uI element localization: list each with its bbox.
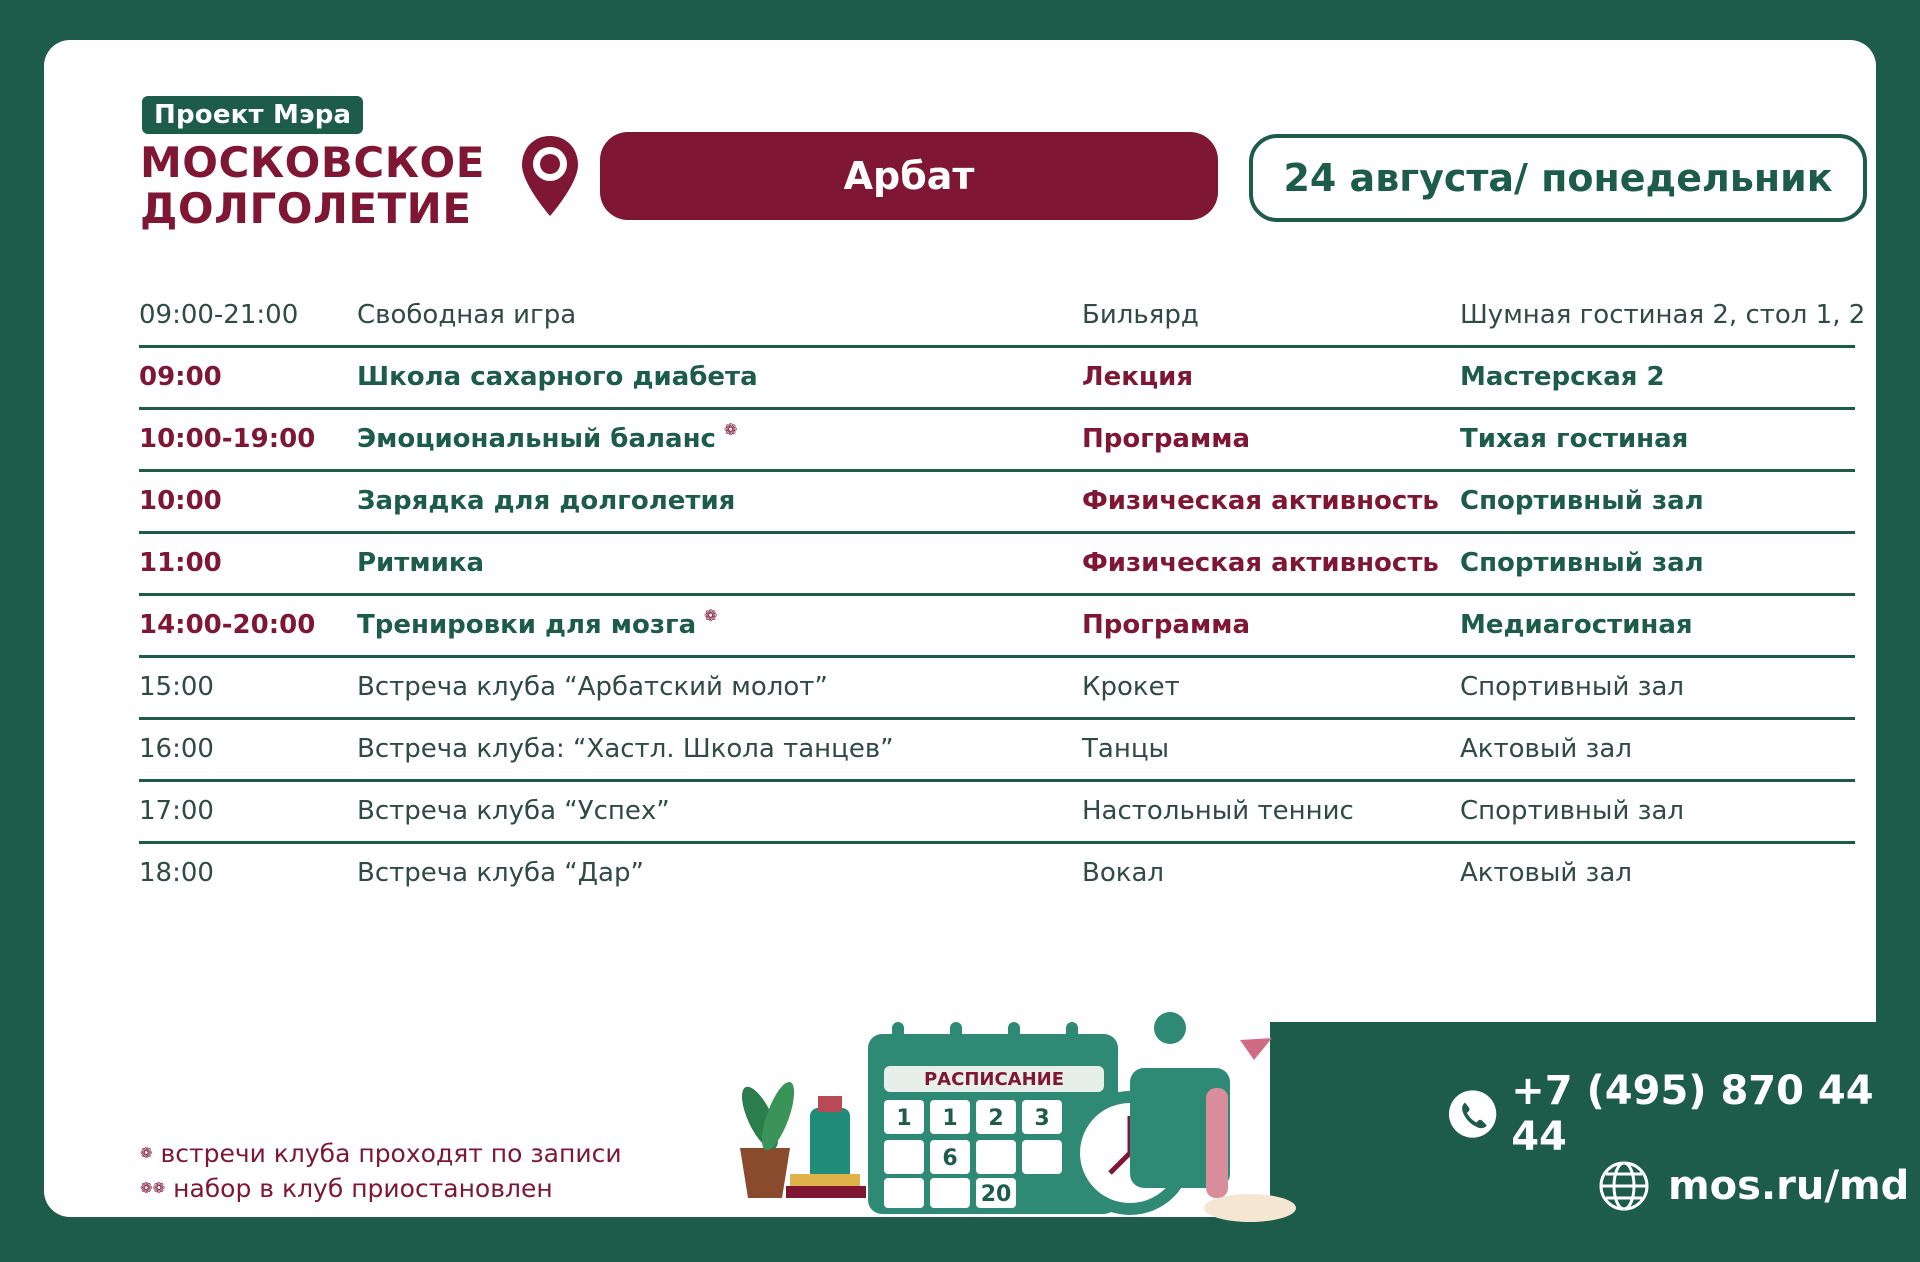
schedule-title: Ритмика	[357, 548, 485, 578]
schedule-place: Спортивный зал	[1460, 548, 1704, 578]
schedule-title: Эмоциональный баланс	[357, 424, 716, 454]
club-note-mark: ❁	[704, 606, 718, 625]
schedule-time: 09:00	[139, 362, 222, 392]
phone-number[interactable]: +7 (495) 870 44 44	[1511, 1068, 1874, 1160]
footnote-1	[140, 1136, 622, 1171]
schedule-type: Вокал	[1082, 858, 1164, 888]
schedule-time: 10:00	[139, 486, 222, 516]
schedule-row	[139, 720, 1855, 782]
schedule-title: Свободная игра	[357, 300, 577, 330]
club-note-mark: ❁	[724, 420, 738, 439]
schedule-place: Мастерская 2	[1460, 362, 1665, 392]
calendar-number-3: 2	[988, 1106, 1004, 1131]
calendar-number-2: 1	[942, 1106, 958, 1131]
eraser-icon	[1204, 1194, 1296, 1222]
schedule-type: Физическая активность	[1082, 486, 1439, 516]
schedule-title: Школа сахарного диабета	[357, 362, 758, 392]
pencil-icon	[1206, 1088, 1228, 1198]
schedule-row	[139, 596, 1855, 658]
schedule-title: Тренировки для мозга	[357, 610, 697, 640]
schedule-time: 10:00-19:00	[139, 424, 316, 454]
schedule-time: 14:00-20:00	[139, 610, 316, 640]
schedule-title: Зарядка для долголетия	[357, 486, 736, 516]
schedule-place: Шумная гостиная 2, стол 1, 2	[1460, 300, 1866, 330]
schedule-table	[139, 286, 1866, 903]
location-pill	[600, 132, 1218, 220]
footnote-text-2: набор в клуб приостановлен	[173, 1174, 553, 1203]
schedule-place: Актовый зал	[1460, 734, 1632, 764]
schedule-row	[139, 844, 1855, 903]
schedule-time: 18:00	[139, 858, 214, 888]
schedule-time: 16:00	[139, 734, 214, 764]
schedule-row	[139, 472, 1855, 534]
location-label: Арбат	[843, 154, 975, 198]
schedule-place: Тихая гостиная	[1460, 424, 1689, 454]
footnote-mark-2: ❁❁	[140, 1179, 166, 1197]
schedule-place: Спортивный зал	[1460, 672, 1684, 702]
books-icon	[786, 1186, 866, 1198]
schedule-row	[139, 782, 1855, 844]
schedule-type: Бильярд	[1082, 300, 1199, 330]
schedule-type: Настольный теннис	[1082, 796, 1354, 826]
date-label: 24 августа/ понедельник	[1283, 156, 1833, 200]
schedule-type: Крокет	[1082, 672, 1180, 702]
schedule-title: Встреча клуба “Успех”	[357, 796, 670, 826]
contact-block	[1448, 1068, 1920, 1222]
apple-icon	[1154, 1012, 1186, 1044]
calendar-number-6: 20	[980, 1182, 1012, 1207]
schedule-row	[139, 286, 1866, 348]
schedule-title: Встреча клуба “Арбатский молот”	[357, 672, 828, 702]
schedule-place: Спортивный зал	[1460, 486, 1704, 516]
paper-plane-icon	[1240, 1038, 1272, 1060]
schedule-row	[139, 410, 1855, 472]
site-row	[1448, 1150, 1920, 1222]
schedule-time: 09:00-21:00	[139, 300, 299, 330]
schedule-place: Актовый зал	[1460, 858, 1632, 888]
schedule-time: 17:00	[139, 796, 214, 826]
calendar-title: РАСПИСАНИЕ	[923, 1069, 1065, 1090]
footnote-2	[140, 1171, 622, 1206]
brand-logo	[140, 140, 485, 232]
schedule-title: Встреча клуба: “Хастл. Школа танцев”	[357, 734, 894, 764]
calendar-number-1: 1	[896, 1106, 912, 1131]
footnote-mark-1: ❁	[140, 1144, 153, 1162]
schedule-type: Лекция	[1082, 362, 1194, 392]
schedule-place: Медиагостиная	[1460, 610, 1693, 640]
footnotes	[140, 1136, 622, 1206]
phone-row	[1448, 1068, 1920, 1160]
brand-line-1: МОСКОВСКОЕ	[140, 138, 485, 187]
location-pin-icon	[520, 134, 580, 218]
date-pill	[1249, 134, 1867, 222]
calendar-number-4: 3	[1034, 1106, 1050, 1131]
schedule-type: Танцы	[1082, 734, 1170, 764]
schedule-time: 11:00	[139, 548, 222, 578]
brand-line-2: ДОЛГОЛЕТИЕ	[140, 184, 472, 233]
schedule-title: Встреча клуба “Дар”	[357, 858, 644, 888]
schedule-type: Программа	[1082, 424, 1251, 454]
schedule-row	[139, 534, 1855, 596]
footnote-text-1: встречи клуба проходят по записи	[160, 1139, 622, 1168]
schedule-row	[139, 348, 1855, 410]
schedule-illustration	[610, 968, 1310, 1230]
phone-icon	[1448, 1088, 1497, 1140]
schedule-type: Программа	[1082, 610, 1251, 640]
schedule-place: Спортивный зал	[1460, 796, 1684, 826]
calendar-number-5: 6	[942, 1146, 958, 1171]
mayor-project-badge: Проект Мэра	[142, 96, 363, 134]
website-link[interactable]: mos.ru/md	[1668, 1163, 1910, 1209]
schedule-time: 15:00	[139, 672, 214, 702]
schedule-type: Физическая активность	[1082, 548, 1439, 578]
globe-icon	[1598, 1160, 1650, 1212]
schedule-row	[139, 658, 1855, 720]
